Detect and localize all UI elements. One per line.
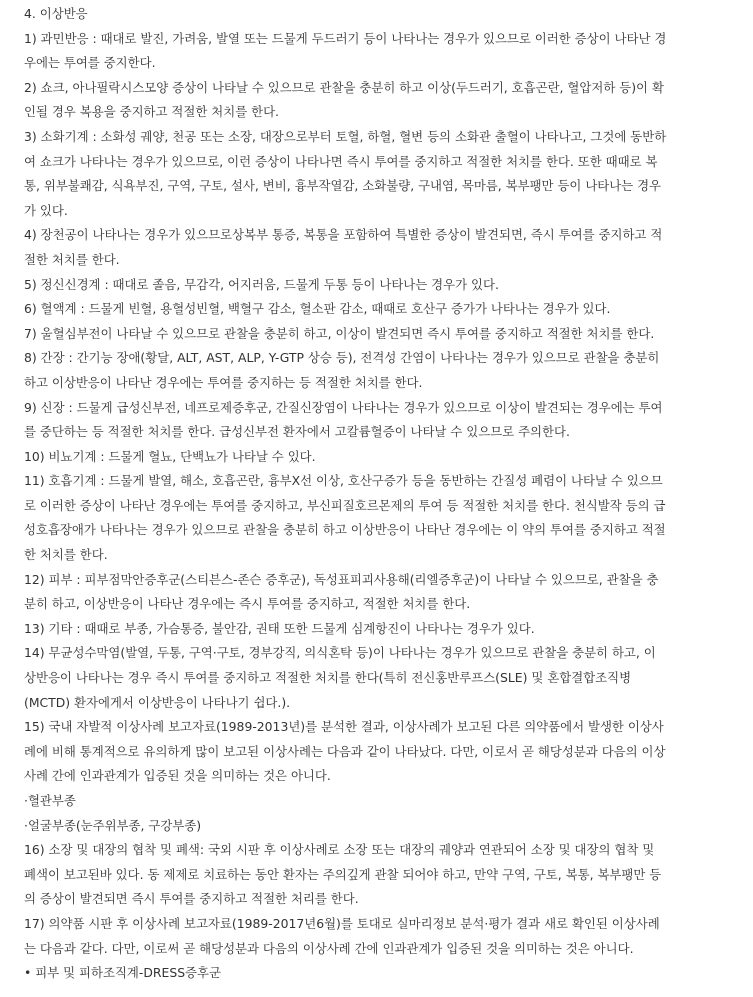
text-line: 가 있다. xyxy=(24,202,68,218)
text-line: 8) 간장 : 간기능 장애(황달, ALT, AST, ALP, Y-GTP 상승 등), 전격성 간염이 나타나는 경우가 있으므로 관찰을 충분히 xyxy=(24,350,660,366)
text-line: 10) 비뇨기계 : 드물게 혈뇨, 단백뇨가 나타날 수 있다. xyxy=(24,448,316,464)
text-line: (MCTD) 환자에게서 이상반응이 나타나기 쉽다.). xyxy=(24,694,291,710)
text-line: 9) 신장 : 드물게 급성신부전, 네프로제증후군, 간질신장염이 나타나는 경우가 있으므로 이상이 발견되는 경우에는 투여 xyxy=(24,399,663,415)
section-heading: 4. 이상반응 xyxy=(24,6,88,21)
text-line: 를 중단하는 등 적절한 처치를 한다. 급성신부전 환자에서 고칼륨혈증이 나타날 수 있으므로 주의한다. xyxy=(24,424,570,440)
text-line: 한 처치를 한다. xyxy=(24,547,108,563)
text-line: 6) 혈액계 : 드물게 빈혈, 용혈성빈혈, 백혈구 감소, 혈소판 감소, 때때로 호산구 증가가 나타나는 경우가 있다. xyxy=(24,301,611,317)
text-line: 14) 무균성수막염(발열, 두통, 구역·구토, 경부강직, 의식혼탁 등)이 나타나는 경우가 있으므로 관찰을 충분히 하고, 이 xyxy=(24,645,656,661)
text-line: • 피부 및 피하조직계-DRESS증후군 xyxy=(24,965,221,981)
text-line: 17) 의약품 시판 후 이상사례 보고자료(1989-2017년6월)를 토대로 실마리정보 분석·평가 결과 새로 확인된 이상사례 xyxy=(24,915,660,931)
text-line: 5) 정신신경계 : 때대로 졸음, 무감각, 어지러움, 드물게 두통 등이 나타나는 경우가 있다. xyxy=(24,276,499,292)
text-line: 4) 장천공이 나타나는 경우가 있으므로상복부 통증, 복통을 포함하여 특별한 증상이 발견되면, 즉시 투여를 중지하고 적 xyxy=(24,227,663,243)
text-line: 는 다음과 같다. 다만, 이로써 곧 해당성분과 다음의 이상사례 간에 인과관계가 입증된 것을 의미하는 것은 아니다. xyxy=(24,940,634,956)
text-line: 의 증상이 발견되면 즉시 투여를 중지하고 적절한 처리를 한다. xyxy=(24,891,359,907)
text-line: 인될 경우 복용을 중지하고 적절한 처치를 한다. xyxy=(24,104,279,120)
text-line: 7) 울혈심부전이 나타날 수 있으므로 관찰을 충분히 하고, 이상이 발견되면 즉시 투여를 중지하고 적절한 처치를 한다. xyxy=(24,325,655,341)
text-line: 3) 소화기계 : 소화성 궤양, 천공 또는 소장, 대장으로부터 토혈, 하혈, 혈변 등의 소화관 출혈이 나타나고, 그것에 동반하 xyxy=(24,128,667,144)
text-line: 13) 기타 : 때때로 부종, 가슴통증, 불안감, 권태 또한 드물게 심계항진이 나타나는 경우가 있다. xyxy=(24,620,535,636)
text-line: 11) 호흡기계 : 드물게 발열, 해소, 호흡곤란, 흉부X선 이상, 호산구증가 등을 동반하는 간질성 폐렴이 나타날 수 있으므 xyxy=(24,473,663,489)
text-line: 12) 피부 : 피부점막안증후군(스티븐스-존슨 증후군), 독성표피괴사용해(리엘증후군)이 나타날 수 있으므로, 관찰을 충 xyxy=(24,571,659,587)
text-line: 상반응이 나타나는 경우 즉시 투여를 중지하고 적절한 처치를 한다(특히 전신홍반루프스(SLE) 및 혼합결합조직병 xyxy=(24,670,632,686)
text-line: 로 이러한 증상이 나타난 경우에는 투여를 중지하고, 부신피질호르몬제의 투여 등 적절한 처치를 한다. 천식발작 등의 급 xyxy=(24,497,666,513)
text-line: 우에는 투여를 중지한다. xyxy=(24,55,156,71)
text-line: 여 쇼크가 나타나는 경우가 있으므로, 이런 증상이 나타나면 즉시 투여를 중지하고 적절한 처치를 한다. 또한 때때로 복 xyxy=(24,153,658,169)
text-line: 2) 쇼크, 아나필락시스모양 증상이 나타날 수 있으므로 관찰을 충분히 하고 이상(두드러기, 호흡곤란, 혈압저하 등)이 확 xyxy=(24,79,664,95)
text-line: 통, 위부불쾌감, 식욕부진, 구역, 구토, 설사, 변비, 흉부작열감, 소화불량, 구내염, 목마름, 복부팽만 등이 나타나는 경우 xyxy=(24,178,662,194)
text-line: 성호흡장애가 나타나는 경우가 있으므로 관찰을 충분히 하고 이상반응이 나타난 경우에는 이 약의 투여를 중지하고 적절 xyxy=(24,522,666,538)
text-line: ·얼굴부종(눈주위부종, 구강부종) xyxy=(24,817,202,833)
text-line: 사례 간에 인과관계가 입증된 것을 의미하는 것은 아니다. xyxy=(24,768,331,784)
text-line: 하고 이상반응이 나타난 경우에는 투여를 중지하는 등 적절한 처치를 한다. xyxy=(24,374,423,390)
text-line: 폐색이 보고된바 있다. 동 제제로 치료하는 동안 환자는 주의깊게 관찰 되어야 하고, 만약 구역, 구토, 복통, 복부팽만 등 xyxy=(24,866,662,882)
text-line: 분히 하고, 이상반응이 나타난 경우에는 즉시 투여를 중지하고, 적절한 처치를 한다. xyxy=(24,596,471,612)
text-line: 절한 처치를 한다. xyxy=(24,251,120,267)
text-line: ·혈관부종 xyxy=(24,793,76,808)
text-line: 례에 비해 통계적으로 유의하게 많이 보고된 이상사례는 다음과 같이 나타났다. 다만, 이로서 곧 해당성분과 다음의 이상 xyxy=(24,743,666,759)
text-line: 16) 소장 및 대장의 협착 및 폐색: 국외 시판 후 이상사례로 소장 또는 대장의 궤양과 연관되어 소장 및 대장의 협착 및 xyxy=(24,842,655,858)
text-line: 1) 과민반응 : 때대로 발진, 가려움, 발열 또는 드물게 두드러기 등이 나타나는 경우가 있으므로 이러한 증상이 나타난 경 xyxy=(24,30,667,46)
text-line: 15) 국내 자발적 이상사례 보고자료(1989-2013년)를 분석한 결과, 이상사례가 보고된 다른 의약품에서 발생한 이상사 xyxy=(24,719,664,735)
